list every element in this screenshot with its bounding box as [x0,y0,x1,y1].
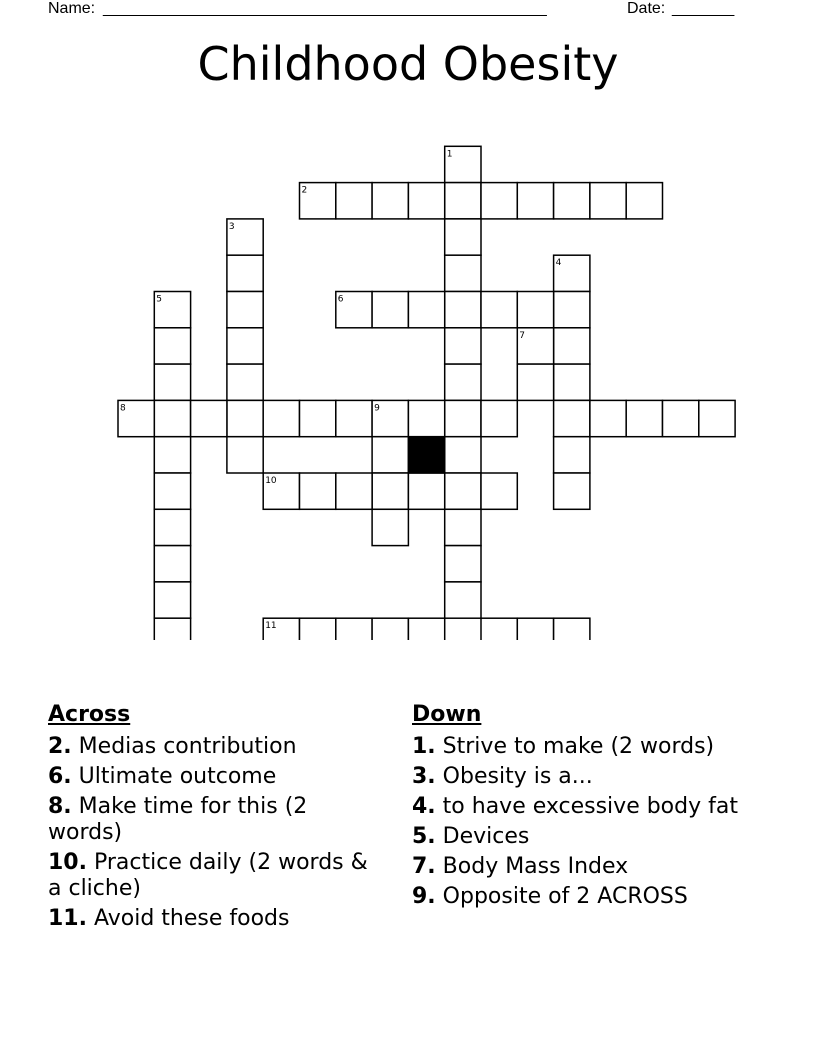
grid-cell[interactable] [554,364,590,400]
grid-cell[interactable] [590,183,626,219]
grid-cell[interactable] [372,437,408,473]
grid-cell[interactable] [517,292,553,328]
across-heading: Across [48,702,131,727]
grid-cell[interactable] [626,400,662,436]
grid-cell[interactable] [408,473,444,509]
cell-number: 10 [265,476,277,486]
grid-cell[interactable] [445,328,481,364]
grid-cell[interactable] [300,473,336,509]
grid-cell[interactable] [408,400,444,436]
grid-cell[interactable] [263,400,299,436]
clue-number: 6. [48,764,72,789]
down-clue [412,824,752,850]
grid-cell[interactable] [227,292,263,328]
grid-cell[interactable] [154,437,190,473]
clue-text: Ultimate outcome [78,764,277,789]
clue-text: Medias contribution [78,734,297,759]
clue-number: 10. [48,850,87,875]
clue-number: 2. [48,734,72,759]
grid-cell[interactable] [445,437,481,473]
cell-number: 5 [156,294,163,305]
across-clue [48,764,378,790]
grid-cell[interactable] [517,183,553,219]
grid-cell[interactable] [481,292,517,328]
grid-cell[interactable] [481,400,517,436]
grid-cell[interactable] [626,183,662,219]
down-heading: Down [412,702,482,727]
grid-cell[interactable] [445,255,481,291]
clue-text: Body Mass Index [442,854,629,879]
grid-cell[interactable] [336,473,372,509]
cell-number: 9 [374,403,380,414]
grid-cell[interactable] [445,582,481,618]
clue-text: Obesity is a... [442,764,593,789]
grid-cell[interactable] [227,437,263,473]
grid-cell[interactable] [554,183,590,219]
grid-cell[interactable] [481,183,517,219]
down-clue [412,764,752,790]
down-clue [412,734,752,760]
cell-number: 6 [337,294,344,305]
grid-cell[interactable] [663,400,699,436]
cell-number: 7 [519,330,526,341]
black-cell [408,437,444,473]
grid-cell[interactable] [408,618,444,640]
grid-cell[interactable] [554,328,590,364]
grid-cell[interactable] [154,509,190,545]
clue-number: 4. [412,794,436,819]
clue-text: Practice daily (2 words & a cliche) [48,850,368,901]
grid-cell[interactable] [154,618,190,640]
grid-cell[interactable] [445,400,481,436]
grid-cell[interactable] [191,400,227,436]
grid-cell[interactable] [372,473,408,509]
clue-text: Strive to make (2 words) [442,734,715,759]
clue-number: 7. [412,854,436,879]
clue-text: to have excessive body fat [442,794,738,819]
across-clue [48,734,378,760]
clue-number: 9. [412,884,436,909]
cell-number: 2 [301,185,308,196]
grid-cell[interactable] [336,400,372,436]
cell-number: 1 [446,149,453,160]
cell-number: 8 [120,403,126,414]
grid-cell[interactable] [481,618,517,640]
grid-cell[interactable] [336,183,372,219]
grid-cell[interactable] [554,473,590,509]
grid-cell[interactable] [154,364,190,400]
down-clue [412,884,752,910]
grid-cell[interactable] [227,400,263,436]
grid-cell[interactable] [590,400,626,436]
grid-cell[interactable] [154,582,190,618]
cell-number: 4 [555,258,562,269]
clue-text: Devices [442,824,530,849]
name-label: Name: [48,0,96,17]
down-clues [412,702,752,914]
grid-cell[interactable] [154,473,190,509]
grid-cell[interactable] [445,183,481,219]
grid-cell[interactable] [372,618,408,640]
cell-number: 3 [228,221,235,232]
across-clue [48,906,378,932]
clue-number: 11. [48,906,87,931]
grid-cell[interactable] [445,473,481,509]
date-label: Date: [627,0,666,17]
grid-cell[interactable] [554,437,590,473]
clue-text: Avoid these foods [93,906,290,931]
clue-number: 5. [412,824,436,849]
grid-cell[interactable] [300,618,336,640]
grid-cell[interactable] [517,364,553,400]
grid-cell[interactable] [445,509,481,545]
grid-cell[interactable] [372,183,408,219]
date-line[interactable]: _______ [672,0,735,17]
grid-cell[interactable] [554,292,590,328]
grid-cell[interactable] [336,618,372,640]
grid-cell[interactable] [408,292,444,328]
across-clue [48,850,378,902]
clue-text: Make time for this (2 words) [48,794,308,845]
grid-cell[interactable] [372,292,408,328]
grid-cell[interactable] [372,509,408,545]
grid-cell[interactable] [481,473,517,509]
grid-cell[interactable] [227,328,263,364]
grid-cell[interactable] [554,400,590,436]
grid-cell[interactable] [300,400,336,436]
grid-cell[interactable] [154,400,190,436]
grid-cell[interactable] [445,292,481,328]
across-clues [48,702,378,936]
grid-cell[interactable] [408,183,444,219]
clue-number: 3. [412,764,436,789]
grid-cell[interactable] [517,618,553,640]
grid-cell[interactable] [227,364,263,400]
across-clue [48,794,378,846]
grid-cell[interactable] [445,546,481,582]
grid-cell[interactable] [154,546,190,582]
grid-cell[interactable] [154,328,190,364]
grid-cell[interactable] [445,364,481,400]
clue-number: 8. [48,794,72,819]
page-title: Childhood Obesity [197,37,619,91]
clue-text: Opposite of 2 ACROSS [442,884,688,909]
grid-cell[interactable] [227,255,263,291]
clue-number: 1. [412,734,436,759]
cell-number: 11 [265,621,277,632]
grid-cell[interactable] [445,219,481,255]
grid-cell[interactable] [699,400,735,436]
name-line[interactable]: ___________________________________________________ [103,0,547,17]
down-clue [412,854,752,880]
down-clue [412,794,752,820]
grid-cell[interactable] [554,618,590,640]
